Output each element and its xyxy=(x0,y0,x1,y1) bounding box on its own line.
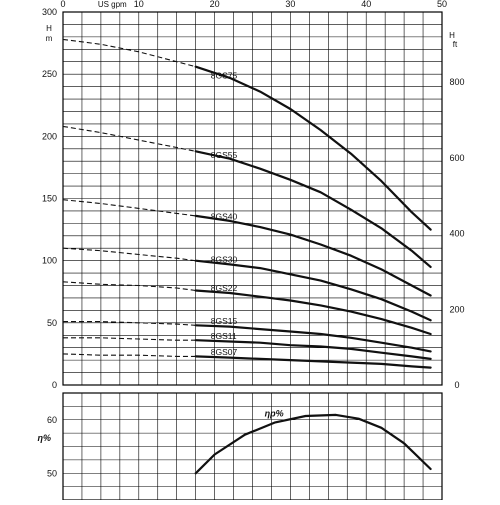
eff-tick-label: 50 xyxy=(46,468,57,479)
y-axis-unit-ft: ft xyxy=(452,40,458,49)
head-curve-dashed xyxy=(63,39,196,66)
head-curve-dashed xyxy=(63,354,196,357)
y-axis-unit-m: m xyxy=(45,34,53,43)
y-axis-label-h-right: H xyxy=(449,31,455,40)
x-tick-label: 40 xyxy=(361,0,372,9)
efficiency-curves xyxy=(196,415,431,473)
y-tick-label-m: 100 xyxy=(41,255,57,266)
curve-label: 8GS15 xyxy=(210,316,238,327)
curve-label: 8GS75 xyxy=(210,70,238,81)
efficiency-curve xyxy=(196,415,431,473)
y-tick-label-m: 0 xyxy=(51,380,57,390)
x-tick-label: 50 xyxy=(436,0,448,9)
head-curve-dashed xyxy=(63,282,196,291)
curve-label: 8GS07 xyxy=(210,346,238,357)
head-curve-dashed xyxy=(63,200,196,216)
efficiency-curve-label: ηp% xyxy=(264,408,284,419)
curve-label: 8GS11 xyxy=(210,330,237,341)
head-curve-dashed xyxy=(63,126,196,151)
curve-label: 8GS30 xyxy=(210,254,238,265)
head-curve-dashed xyxy=(63,322,196,326)
y-tick-label-m: 200 xyxy=(41,131,57,142)
y-tick-label-m: 300 xyxy=(41,7,57,17)
y-tick-label-ft: 0 xyxy=(454,380,460,390)
y-tick-label-ft: 600 xyxy=(449,152,465,163)
head-curve-solid xyxy=(196,356,431,367)
y-tick-label-m: 250 xyxy=(41,69,57,80)
eff-tick-label: 60 xyxy=(46,414,57,425)
curve-label: 8GS55 xyxy=(210,150,238,161)
x-tick-label: 30 xyxy=(285,0,296,9)
x-tick-label: 0 xyxy=(60,0,66,9)
y-axis-label-h: H xyxy=(46,24,52,33)
eff-axis-label: η% xyxy=(37,432,51,443)
head-curve-solid xyxy=(196,151,431,267)
head-curve-dashed xyxy=(63,248,196,261)
y-tick-label-m: 50 xyxy=(46,317,57,328)
x-unit-label: US gpm xyxy=(97,0,127,9)
y-tick-label-ft: 800 xyxy=(449,77,465,88)
x-tick-label: 20 xyxy=(209,0,220,9)
y-tick-label-ft: 400 xyxy=(449,228,465,239)
curve-label: 8GS40 xyxy=(210,211,238,222)
curve-label: 8GS22 xyxy=(210,282,238,293)
head-curve-solid xyxy=(196,67,431,230)
head-curve-dashed xyxy=(63,338,196,340)
efficiency-panel-grid xyxy=(63,393,442,500)
y-tick-label-m: 150 xyxy=(41,193,57,204)
head-curves xyxy=(63,39,431,367)
x-tick-label: 10 xyxy=(133,0,144,9)
y-tick-label-ft: 200 xyxy=(449,304,465,315)
